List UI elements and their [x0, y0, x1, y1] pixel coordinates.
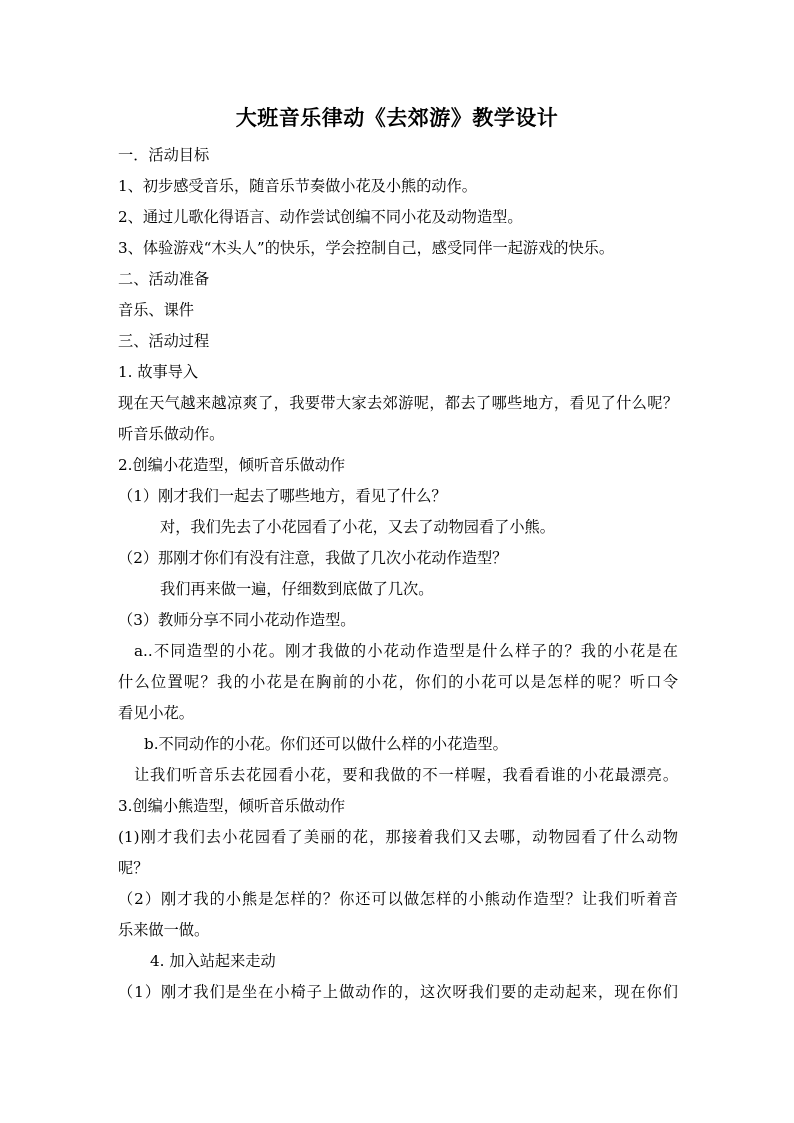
- section-heading-goals: 一．活动目标: [118, 146, 210, 164]
- paragraph-line: 我们再来做一遍，仔细数到底做了几次。: [160, 580, 434, 598]
- paragraph-line: a..不同造型的小花。刚才我做的小花动作造型是什么样子的？我的小花是在: [134, 642, 678, 660]
- section-heading-preparation: 二、活动准备: [118, 270, 210, 288]
- goal-item-1: 1、初步感受音乐，随音乐节奏做小花及小熊的动作。: [118, 177, 477, 195]
- goal-item-3: 3、体验游戏“木头人”的快乐，学会控制自己，感受同伴一起游戏的快乐。: [118, 239, 615, 257]
- goal-item-2: 2、通过儿歌化得语言、动作尝试创编不同小花及动物造型。: [118, 208, 523, 226]
- step-heading-4: 4. 加入站起来走动: [150, 952, 276, 970]
- paragraph-line: 对，我们先去了小花园看了小花，又去了动物园看了小熊。: [160, 518, 555, 536]
- step-heading-1: 1. 故事导入: [118, 363, 199, 381]
- paragraph-line: （1）刚才我们一起去了哪些地方，看见了什么？: [118, 487, 447, 505]
- paragraph-line: 听音乐做动作。: [118, 425, 225, 443]
- document-title: 大班音乐律动《去郊游》教学设计: [235, 105, 559, 130]
- paragraph-line: (1)刚才我们去小花园看了美丽的花，那接着我们又去哪，动物园看了什么动物: [118, 828, 678, 846]
- paragraph-line: b.不同动作的小花。你们还可以做什么样的小花造型。: [144, 735, 508, 753]
- paragraph-line: （2）刚才我的小熊是怎样的？你还可以做怎样的小熊动作造型？让我们听着音: [118, 890, 678, 908]
- paragraph-line: 让我们听音乐去花园看小花，要和我做的不一样喔，我看看谁的小花最漂亮。: [134, 766, 678, 784]
- paragraph-line: 看见小花。: [118, 704, 194, 722]
- paragraph-line: 现在天气越来越凉爽了，我要带大家去郊游呢，都去了哪些地方，看见了什么呢？: [118, 394, 678, 412]
- paragraph-line: 乐来做一做。: [118, 921, 210, 939]
- step-heading-2: 2.创编小花造型，倾听音乐做动作: [118, 456, 346, 474]
- section-heading-process: 三、活动过程: [118, 332, 210, 350]
- paragraph-line: （2）那刚才你们有没有注意，我做了几次小花动作造型？: [118, 549, 508, 567]
- step-heading-3: 3.创编小熊造型，倾听音乐做动作: [118, 797, 346, 815]
- paragraph-line: （1）刚才我们是坐在小椅子上做动作的，这次呀我们要的走动起来，现在你们: [118, 983, 678, 1001]
- paragraph-line: （3）教师分享不同小花动作造型。: [118, 611, 356, 629]
- preparation-materials: 音乐、课件: [118, 301, 194, 319]
- paragraph-line: 呢？: [118, 859, 149, 877]
- paragraph-line: 什么位置呢？我的小花是在胸前的小花，你们的小花可以是怎样的呢？听口令: [118, 673, 678, 691]
